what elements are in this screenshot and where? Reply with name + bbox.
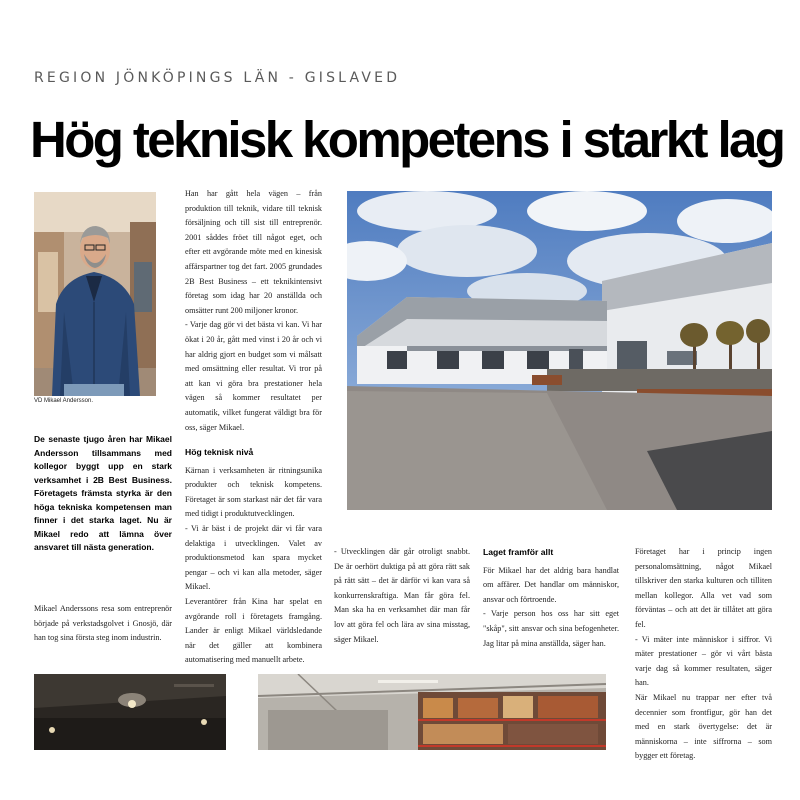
paragraph: Mikael Anderssons resa som entreprenör började på verkstadsgolvet i Gnosjö, där han tog sina första steg inom industrin. — [34, 604, 172, 643]
paragraph: När Mikael nu trappar ner efter två decennier som frontfigur, gör han det med en stark övertygelse: det är människorna – inte siffrorna – som bygger ett företag. — [635, 692, 772, 761]
article-ingress: De senaste tjugo åren har Mikael Andersson tillsammans med kollegor byggt upp en stark verksamhet i 2B Best Business. Företagets främsta styrka är den höga tekniska kompetensen man finner i det starka laget. Nu är Mikael redo att lämna över ansvaret till nästa generation. — [34, 434, 172, 552]
paragraph: Kärnan i verksamheten är ritningsunika produkter och teknisk kompetens. Företaget är som starkast när det får vara med tidigt i produktutvecklingen. — [185, 465, 322, 519]
interior-photo — [34, 674, 226, 750]
column-3 — [334, 545, 470, 647]
paragraph: Han har gått hela vägen – från produktion till teknik, vidare till teknisk försäljning och till sist till entreprenör. 2001 såddes fröet till något eget, och efter ett avgörande möte med en kinesisk affärspartner tog det fart. 2005 grundades 2B Best Business – ett teknikintensivt företag som idag har 20 anställda och omsätter runt 200 miljoner kronor. — [185, 189, 322, 315]
page-title: Hög teknisk kompetens i starkt lag — [30, 111, 784, 168]
paragraph: - Utvecklingen där går otroligt snabbt. De är oerhört duktiga på att göra rätt sak på rätt sätt – det är därför vi kan vara så konkurrenskraftiga. Man får göra fel. Man ska ha en verksamhet där man får lov att göra fel och lära av sina misstag, säger Mikael. — [334, 547, 470, 644]
paragraph: - Vi är bäst i de projekt där vi får vara delaktiga i utvecklingen. Valet av produktionsmetod kan spara mycket pengar – och vi kan alla metoder, säger Mikael. — [185, 524, 322, 592]
paragraph: - Vi mäter inte människor i siffror. Vi mäter prestationer – gör vi vårt bästa varje dag så kommer resultaten, säger han. — [635, 634, 772, 688]
portrait-photo — [34, 192, 156, 396]
column-1 — [34, 602, 172, 646]
subheading: Hög teknisk nivå — [185, 447, 254, 458]
section-kicker: REGION JÖNKÖPINGS LÄN - GISLAVED — [34, 70, 401, 86]
subheading: Laget framför allt — [483, 547, 554, 557]
paragraph: Företaget har i princip ingen personalomsättning, något Mikael tillskriver den starka kulturen och tilliten mellan kollegor. Alla vet vad som förväntas – och att det är tillåtet att göra fel. — [635, 547, 772, 629]
paragraph: Leverantörer från Kina har spelat en avgörande roll i företagets framgång. Lander är enligt Mikael världsledande när det gäller att kombinera automatisering med manuellt arbete. — [185, 597, 322, 665]
column-4 — [483, 545, 619, 651]
photo-caption: VD Mikael Andersson. — [34, 398, 94, 404]
paragraph: - Varje dag gör vi det bästa vi kan. Vi har ökat i 20 år, gått med vinst i 20 år och vi har aldrig gjort en budget som vi målsatt med omsättning eller resultat. Vi tror på att kan vi göra bra prestationer hela vägen så kommer resultatet per automatik, vilket fungerat väldigt bra för oss, säger Mikael. — [185, 320, 322, 432]
paragraph: - Varje person hos oss har sitt eget "skåp", sitt ansvar och sina befogenheter. Jag litar på mina anställda, säger han. — [483, 609, 619, 648]
warehouse-photo — [258, 674, 606, 750]
column-2 — [185, 187, 322, 668]
column-5 — [635, 545, 772, 764]
paragraph: För Mikael har det aldrig bara handlat om affärer. Det handlar om människor, ansvar och förtroende. — [483, 565, 619, 604]
building-photo — [347, 191, 772, 510]
